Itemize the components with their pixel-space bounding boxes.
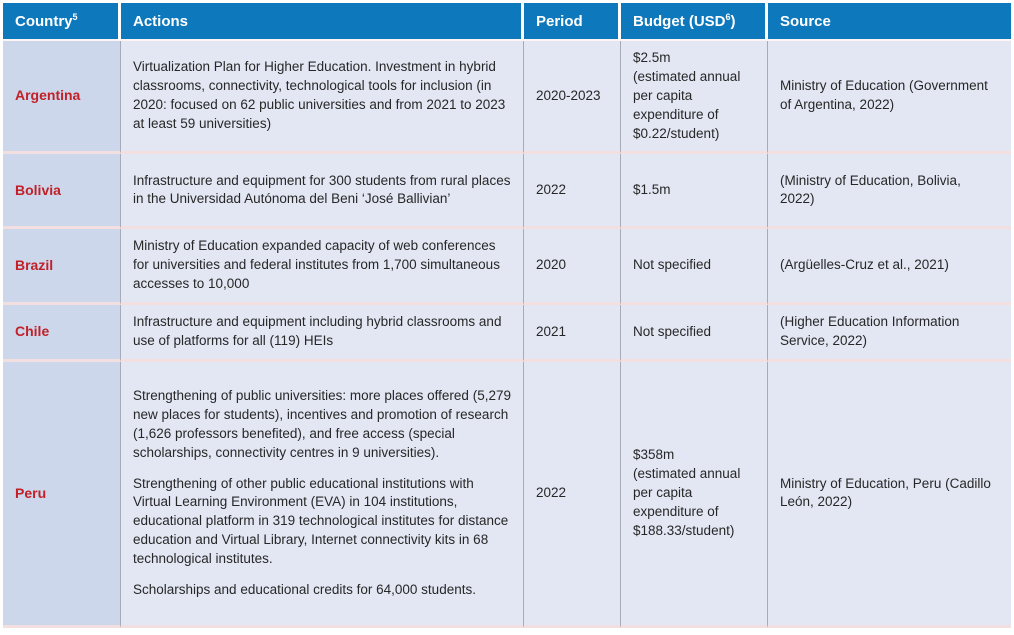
- table-row-chile: [3, 305, 1011, 362]
- actions-text: Strengthening of other public educational institutions with Virtual Learning Environment (EVA) in 104 institutions, educational platform in 319 technological institutes for distance education and Virtual Library, Internet connectivity kits in 68 technological institutes.: [133, 475, 509, 567]
- actions-text: Infrastructure and equipment including hybrid classrooms and use of platforms for all (119) HEIs: [133, 314, 502, 349]
- period-cell: 2021: [524, 305, 621, 362]
- header-label: Country: [15, 12, 73, 30]
- budget-note: (estimated annual per capita expenditure of $0.22/student): [633, 68, 741, 141]
- column-header-budget: [621, 3, 768, 41]
- country-cell: Argentina: [3, 41, 121, 154]
- header-label: Actions: [133, 12, 189, 30]
- budget-amount: Not specified: [633, 323, 712, 339]
- table-row-brazil: [3, 229, 1011, 305]
- source-cell: Ministry of Education, Peru (Cadillo León, 2022): [768, 362, 1011, 628]
- column-header-actions: [121, 3, 524, 41]
- budget-amount: $358m: [633, 447, 675, 463]
- actions-text: Infrastructure and equipment for 300 students from rural places in the Universidad Autónoma del Beni ‘José Ballivian’: [133, 172, 511, 207]
- country-cell: Bolivia: [3, 154, 121, 229]
- actions-text: Scholarships and educational credits for 64,000 students.: [133, 581, 476, 597]
- actions-cell: [121, 305, 524, 362]
- actions-cell: [121, 41, 524, 154]
- header-label: Source: [780, 12, 831, 30]
- header-label-suffix: ): [730, 12, 736, 30]
- header-label: Budget (USD: [633, 12, 726, 30]
- budget-amount: $1.5m: [633, 182, 671, 197]
- table-row-bolivia: [3, 154, 1011, 229]
- table-row-peru: [3, 362, 1011, 628]
- table-row-argentina: [3, 41, 1011, 154]
- budget-note: (estimated annual per capita expenditure of $188.33/student): [633, 466, 741, 538]
- period-cell: 2020-2023: [524, 41, 621, 154]
- actions-cell: [121, 229, 524, 305]
- budget-amount: $2.5m: [633, 50, 671, 65]
- source-cell: (Higher Education Information Service, 2022): [768, 305, 1011, 362]
- header-label: Period: [536, 12, 583, 30]
- budget-cell: [621, 305, 768, 362]
- actions-cell: [121, 154, 524, 229]
- country-cell: Chile: [3, 305, 121, 362]
- actions-text: Strengthening of public universities: more places offered (5,279 new places for students), incentives and promotion of research (1,626 professors benefited), and free access (special scholarships, connectivity centres in 9 universities).: [133, 387, 511, 460]
- actions-text: Ministry of Education expanded capacity of web conferences for universities and federal institutes from 1,700 simultaneous accesses to 10,000: [133, 238, 500, 292]
- budget-cell: [621, 41, 768, 154]
- budget-cell: [621, 154, 768, 229]
- header-row: [3, 3, 1011, 41]
- period-cell: 2022: [524, 154, 621, 229]
- period-cell: 2020: [524, 229, 621, 305]
- country-cell: Brazil: [3, 229, 121, 305]
- source-cell: Ministry of Education (Government of Argentina, 2022): [768, 41, 1011, 154]
- column-header-source: [768, 3, 1011, 41]
- higher-education-funding-table: [3, 3, 1011, 628]
- period-cell: 2022: [524, 362, 621, 628]
- source-cell: (Ministry of Education, Bolivia, 2022): [768, 154, 1011, 229]
- budget-amount: Not specified: [633, 257, 712, 273]
- source-cell: (Argüelles-Cruz et al., 2021): [768, 229, 1011, 305]
- column-header-country: [3, 3, 121, 41]
- footnote-marker: 5: [72, 11, 78, 22]
- actions-text: Virtualization Plan for Higher Education. Investment in hybrid classrooms, connectivity, technological tools for inclusion (in 2020: focused on 62 public universities and from 2021 to 2023 at least 59 universities): [133, 59, 506, 132]
- footnote-marker: 6: [725, 11, 731, 22]
- column-header-period: [524, 3, 621, 41]
- country-cell: Peru: [3, 362, 121, 628]
- budget-cell: [621, 362, 768, 628]
- actions-cell: [121, 362, 524, 628]
- budget-cell: [621, 229, 768, 305]
